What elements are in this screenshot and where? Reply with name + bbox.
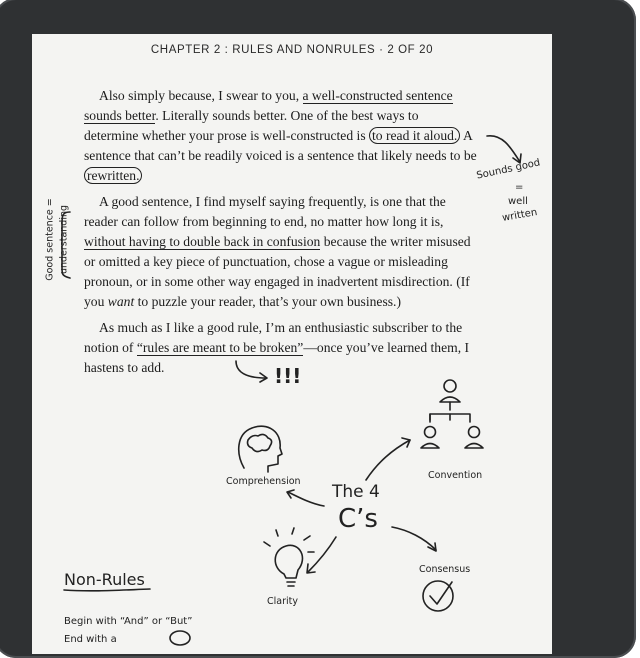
- text-line: As much as I like a good rule, I’m an enthusiastic subscriber to the: [99, 320, 463, 335]
- circled-phrase: to read it aloud.: [369, 127, 460, 144]
- underlined-phrase: “rules are meant to be broken”: [136, 340, 304, 355]
- non-rules-underline: [64, 589, 150, 591]
- margin-note-sounds-good: Sounds good: [475, 157, 542, 182]
- text-line: notion of: [84, 340, 137, 355]
- circled-word: [170, 631, 190, 645]
- text-line: you: [84, 294, 108, 309]
- text-line: hastens to add.: [84, 360, 165, 375]
- underlined-phrase: without having to double back in confusion: [84, 234, 321, 249]
- circled-phrase: rewritten.: [84, 167, 142, 184]
- text-line: or omitted a key piece of punctuation, chose a vague or misleading: [84, 254, 448, 269]
- underlined-phrase: a well-constructed sentence: [302, 88, 453, 103]
- lightbulb-icon: [264, 528, 314, 586]
- hierarchy-icon: [421, 380, 483, 448]
- text-line: . Literally sounds better. One of the best ways to: [155, 108, 419, 123]
- text-line: because the writer misused: [320, 234, 471, 249]
- arrow-to-comprehension: [288, 492, 324, 506]
- italic-word: want: [107, 294, 135, 309]
- margin-note-understanding: understanding: [58, 204, 70, 275]
- label-clarity: Clarity: [267, 596, 298, 607]
- diagram-title-line2: C’s: [338, 504, 378, 534]
- paragraph-2: [84, 192, 498, 312]
- margin-note-equals: =: [515, 182, 524, 193]
- text-line: reader can follow from beginning to end, no matter how long it is,: [84, 214, 444, 229]
- label-convention: Convention: [428, 470, 483, 481]
- text-line: —once you’ve learned them, I: [303, 340, 470, 355]
- text-line: Also simply because, I swear to you,: [99, 88, 303, 103]
- non-rules-item-2: End with a: [64, 634, 117, 645]
- arrow-head: [428, 543, 436, 551]
- arrow-to-clarity: [308, 537, 336, 572]
- arrow-to-convention: [366, 440, 410, 480]
- underlined-phrase: sounds better: [84, 108, 156, 123]
- reader-screen[interactable]: [32, 34, 552, 654]
- diagram-title-line1: The 4: [332, 482, 380, 502]
- margin-note-well: well: [508, 196, 528, 207]
- check-circle-icon: [423, 581, 453, 611]
- margin-note-good-sentence: Good sentence =: [44, 198, 56, 281]
- non-rules-title: Non-Rules: [64, 570, 145, 589]
- text-line: to puzzle your reader, that’s your own business.): [134, 294, 401, 309]
- arrow-head: [402, 438, 410, 447]
- text-line: pronoun, or in some other way engaged in inadvertent misdirection. (If: [84, 274, 470, 289]
- text-line: A good sentence, I find myself saying frequently, is one that the: [99, 194, 446, 209]
- non-rules-item-1: Begin with “And” or “But”: [64, 616, 193, 627]
- exclamation-annotation: !!!: [274, 364, 302, 388]
- arrow-head: [307, 564, 315, 573]
- paragraph-1: [84, 86, 498, 186]
- margin-note-written: written: [501, 207, 539, 224]
- brain-head-icon: [239, 426, 282, 472]
- label-consensus: Consensus: [419, 564, 471, 575]
- text-line: A: [460, 128, 473, 143]
- arrow-to-consensus: [392, 527, 436, 550]
- label-comprehension: Comprehension: [226, 476, 301, 487]
- chapter-header: CHAPTER 2 : RULES AND NONRULES · 2 OF 20: [150, 44, 434, 56]
- arrow-head: [287, 490, 294, 498]
- text-line: determine whether your prose is well-constructed is: [84, 128, 370, 143]
- text-line: sentence that can’t be readily voiced is a sentence that likely needs to be: [84, 148, 477, 163]
